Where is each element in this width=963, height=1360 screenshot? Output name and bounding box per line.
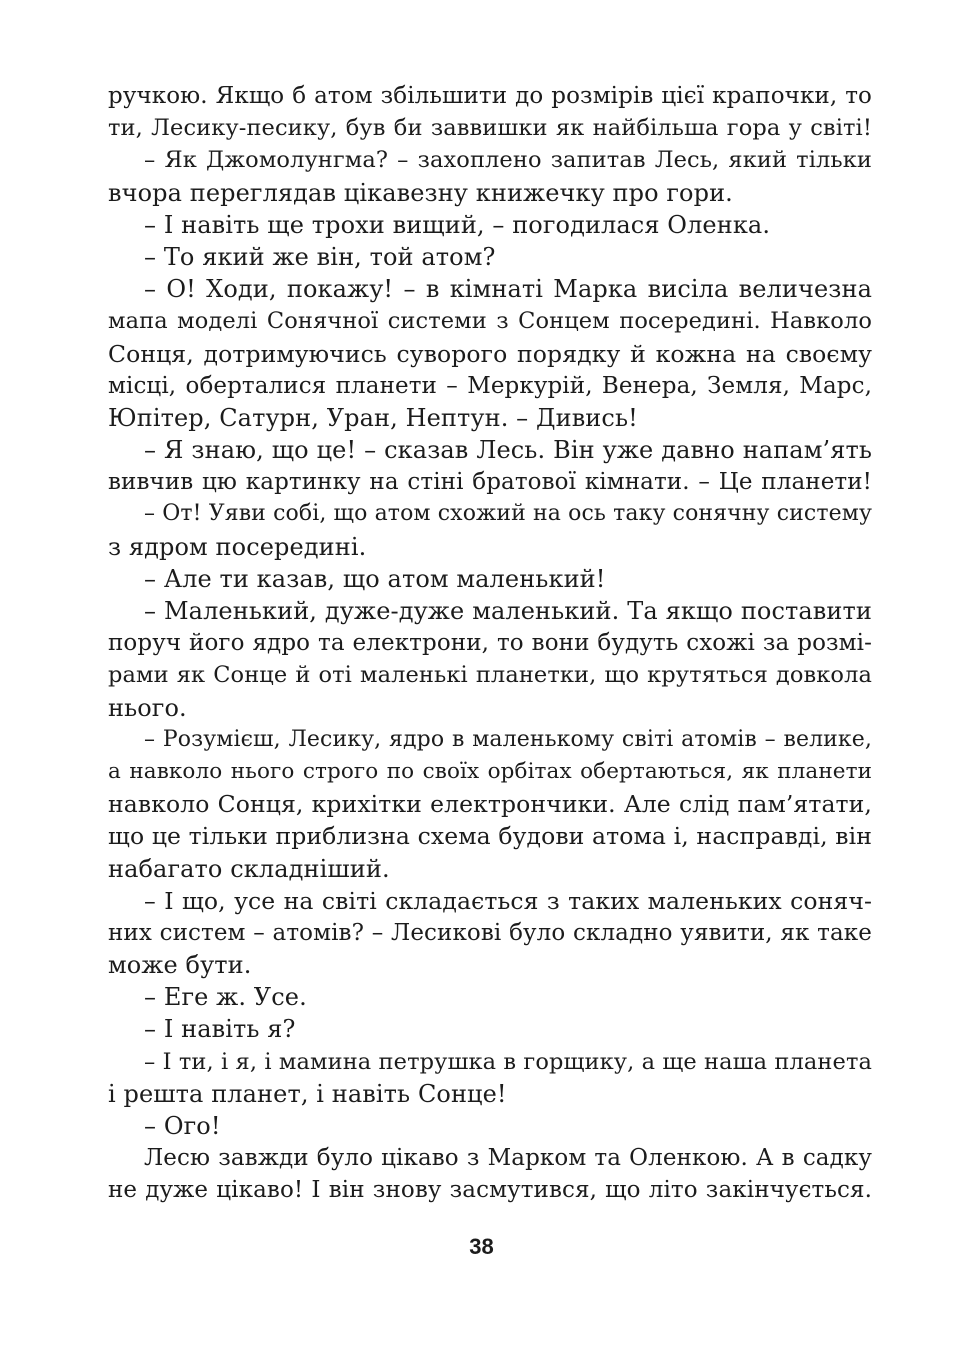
text-line: – І навіть я? — [144, 1015, 296, 1044]
text-line: – Як Джомолунгма? – захоплено запитав Лесь, який тільки — [144, 147, 872, 174]
text-line: вивчив цю картинку на стіні братової кімнати. – Це планети! — [108, 469, 872, 496]
text-line: поруч його ядро та електрони, то вони будуть схожі за розмі- — [108, 630, 872, 657]
text-line: набагато складніший. — [108, 854, 390, 883]
text-line: що це тільки приблизна схема будови атома і, насправді, він — [108, 822, 872, 851]
text-line: – Розумієш, Лесику, ядро в маленькому світі атомів – велике, — [144, 726, 872, 752]
text-line: – От! Уяви собі, що атом схожий на ось таку сонячну систему — [144, 501, 872, 527]
text-line: Лесю завжди було цікаво з Марком та Оленкою. А в садку — [144, 1145, 872, 1172]
text-line: – І що, усе на світі складається з таких маленьких соняч- — [144, 886, 872, 915]
text-line: – І навіть ще трохи вищий, – погодилася Оленка. — [144, 210, 771, 239]
text-line: і решта планет, і навіть Сонце! — [108, 1079, 507, 1108]
text-line: – Але ти казав, що атом маленький! — [144, 564, 606, 593]
text-line: них систем – атомів? – Лесикові було складно уявити, як таке — [108, 919, 872, 946]
text-line: а навколо нього строго по своїх орбітах обертаються, як планети — [108, 758, 872, 784]
text-line: мапа моделі Сонячної системи з Сонцем посередині. Навколо — [108, 308, 872, 335]
text-line: може бути. — [108, 951, 252, 980]
text-line: вчора переглядав цікавезну книжечку про гори. — [108, 178, 733, 207]
text-line: – І ти, і я, і мамина петрушка в горщику, а ще наша планета — [144, 1048, 873, 1075]
text-line: нього. — [108, 693, 187, 722]
text-line: – Еге ж. Усе. — [144, 983, 307, 1012]
text-line: – Я знаю, що це! – сказав Лесь. Він уже давно напам’ять — [144, 436, 872, 465]
text-line: ти, Лесику-песику, був би заввишки як найбільша гора у світі! — [108, 115, 872, 142]
text-line: – Ого! — [144, 1112, 221, 1140]
body-text — [108, 80, 872, 1207]
text-line: не дуже цікаво! І він знову засмутився, що літо закінчується. — [108, 1177, 872, 1204]
text-line: навколо Сонця, крихітки електрончики. Але слід пам’ятати, — [108, 790, 872, 819]
text-line: місці, оберталися планети – Меркурій, Венера, Земля, Марс, — [108, 372, 872, 399]
text-line: – Маленький, дуже-дуже маленький. Та якщо поставити — [144, 597, 872, 625]
text-line: Сонця, дотримуючись суворого порядку й кожна на своєму — [108, 339, 872, 368]
text-line: рами як Сонце й оті маленькі планетки, що крутяться довкола — [108, 662, 872, 689]
page-number: 38 — [469, 1234, 494, 1259]
text-line: – О! Ходи, покажу! – в кімнаті Марка висіла величезна — [144, 275, 872, 304]
text-line: – То який же він, той атом? — [144, 242, 496, 271]
text-line: ручкою. Якщо б атом збільшити до розмірів цієї крапочки, то — [108, 83, 872, 109]
text-line: з ядром посередині. — [108, 532, 367, 561]
text-line: Юпітер, Сатурн, Уран, Нептун. – Дивись! — [108, 403, 638, 432]
